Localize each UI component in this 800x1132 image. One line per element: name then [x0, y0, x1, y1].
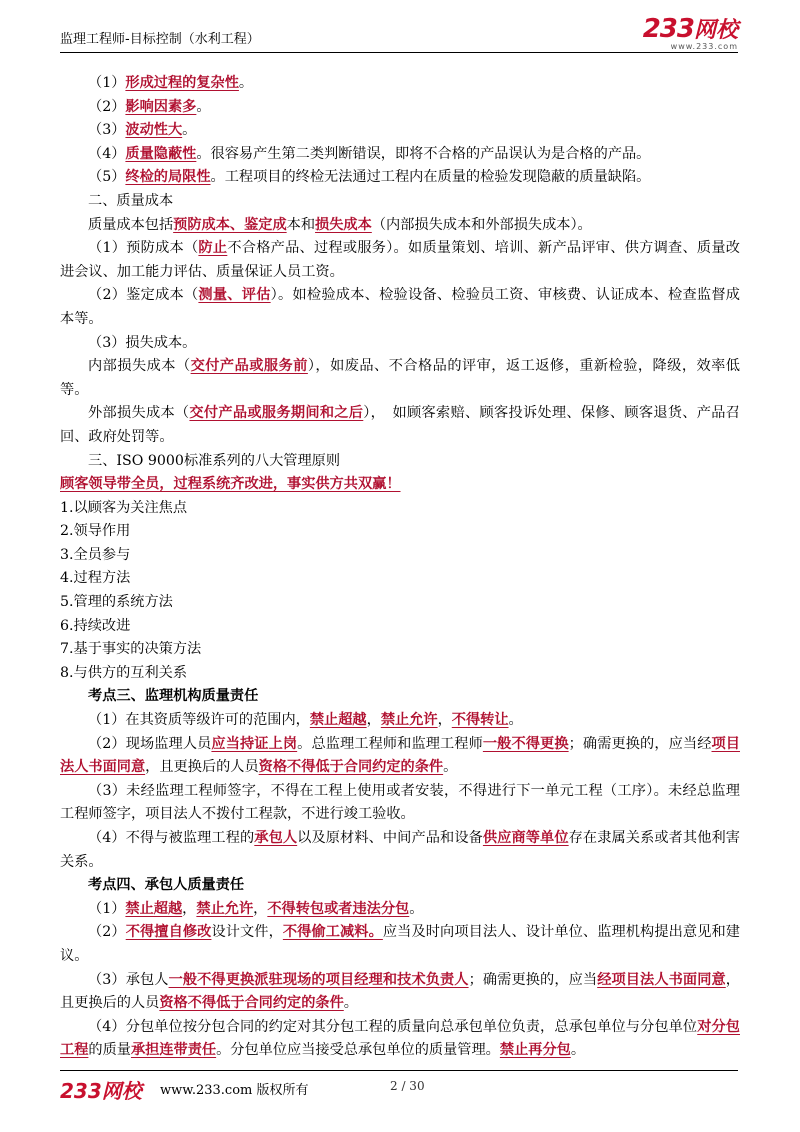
text-segment: ）， 如顾客索赔、顾客投诉处理、保修、顾客退货、产品召回、政府处罚等。 [60, 405, 740, 445]
text-segment: ， [253, 900, 268, 917]
paragraph [60, 119, 740, 143]
paragraph [60, 237, 740, 284]
text-segment: （1）在其资质等级许可的范围内， [88, 712, 310, 729]
text-segment: ，且更换后的人员 [145, 759, 259, 776]
highlighted-keyword: 禁止允许 [196, 900, 254, 917]
highlighted-keyword: 禁止超越 [309, 712, 367, 729]
text-segment: 。 [570, 1042, 586, 1059]
text-segment: ，且更换后的人员 [60, 971, 740, 1012]
paragraph [60, 733, 740, 780]
highlighted-keyword: 不得转让 [451, 712, 509, 729]
page-number: 2 / 30 [390, 1079, 425, 1093]
paragraph [60, 473, 740, 497]
text-segment: 。分包单位应当接受总承包单位的质量管理。 [216, 1042, 500, 1059]
paragraph [60, 827, 740, 874]
text-segment: 本和 [286, 216, 316, 233]
highlighted-keyword: 承包人 [254, 830, 298, 846]
text-segment: 。工程项目的终检无法通过工程内在质量的检验发现隐蔽的质量缺陷。 [210, 169, 651, 186]
text-segment: 4.过程方法 [60, 570, 131, 587]
text-segment: 考点四、承包人质量责任 [88, 877, 245, 894]
highlighted-keyword: 禁止超越 [125, 900, 183, 917]
highlighted-keyword: 一般不得更换 [482, 735, 569, 752]
text-segment: （1） [88, 900, 126, 917]
text-segment: 。 [508, 712, 523, 729]
paragraph [60, 96, 740, 120]
highlighted-keyword: 终检的局限性 [125, 169, 211, 186]
footer-copyright: www.233.com 版权所有 [160, 1083, 309, 1098]
text-segment: 。很容易产生第二类判断错误，即将不合格的产品误认为是合格的产品。 [196, 145, 651, 162]
brand-logo [643, 16, 738, 51]
text-segment: 质量成本包括 [88, 216, 174, 233]
text-segment: 二、质量成本 [88, 192, 174, 209]
highlighted-keyword: 承担连带责任 [130, 1042, 217, 1059]
text-segment: 5.管理的系统方法 [60, 594, 173, 611]
text-segment: （3） [88, 122, 126, 139]
text-segment: ， [182, 900, 197, 917]
paragraph [60, 921, 740, 968]
text-segment: （3）未经监理工程师签字，不得在工程上使用或者安装，不得进行下一单元工程（工序）。未经总监理工程师签字，项目法人不拨付工程款，不进行竣工验收。 [60, 782, 740, 823]
paragraph [60, 72, 740, 96]
logo-number: 233 [642, 14, 694, 44]
text-segment: ；确需更换的，应当 [468, 971, 598, 988]
highlighted-keyword: 质量隐蔽性 [125, 145, 197, 162]
text-segment: 内部损失成本（ [88, 358, 191, 375]
document-title: 监理工程师-目标控制（水利工程） [60, 32, 260, 47]
text-segment: （5） [88, 169, 126, 186]
text-segment: 。 [238, 75, 254, 91]
paragraph [60, 450, 740, 474]
page-footer [60, 1070, 738, 1105]
footer-logo: 233网校 [60, 1079, 142, 1103]
highlighted-keyword: 资格不得低于合同约定的条件 [258, 759, 444, 776]
highlighted-keyword: 交付产品或服务期间和之后 [189, 405, 364, 422]
highlighted-keyword: 项目法人书面同意 [60, 735, 740, 776]
text-segment: 2.领导作用 [60, 523, 131, 540]
text-segment: 1.以顾客为关注焦点 [60, 499, 188, 516]
paragraph [60, 143, 740, 167]
paragraph [60, 497, 740, 521]
paragraph [60, 638, 740, 662]
text-segment: 。 [196, 98, 211, 115]
paragraph [60, 402, 740, 449]
logo-url: www.233.com [670, 42, 738, 51]
text-segment: 三、ISO 9000标准系列的八大管理原则 [88, 452, 341, 469]
paragraph [60, 662, 740, 686]
text-segment: ）。如检验成本、检验设备、检验员工资、审核费、认证成本、检查监督成本等。 [60, 287, 740, 327]
text-segment: 存在隶属关系或者其他利害关系。 [60, 830, 740, 870]
highlighted-keyword: 资格不得低于合同约定的条件 [159, 995, 344, 1012]
text-segment: 8.与供方的互利关系 [60, 664, 188, 681]
text-segment: 考点三、监理机构质量责任 [88, 688, 259, 705]
section-heading [60, 685, 740, 709]
paragraph [60, 190, 740, 214]
text-segment: （2） [88, 98, 126, 115]
highlighted-keyword: 对分包工程 [60, 1018, 740, 1059]
text-segment: 不合格产品、过程或服务）。如质量策划、培训、新产品评审、供方调查、质量改进会议、加工能力评估、质量保证人员工资。 [60, 240, 740, 280]
paragraph [60, 1016, 740, 1063]
highlighted-keyword: 一般不得更换派驻现场的项目经理和技术负责人 [168, 971, 469, 988]
paragraph [60, 544, 740, 568]
highlighted-keyword: 损失成本 [315, 216, 372, 233]
text-segment: 设计文件， [211, 924, 283, 941]
text-segment: （4） [88, 145, 126, 162]
text-segment: （4）不得与被监理工程的 [88, 830, 255, 846]
paragraph [60, 780, 740, 827]
highlighted-keyword: 经项目法人书面同意 [597, 971, 726, 988]
highlighted-keyword: 测量、评估 [198, 287, 271, 304]
text-segment: 。 [343, 995, 358, 1012]
highlighted-keyword: 交付产品或服务前 [190, 358, 308, 375]
text-segment: （2）现场监理人员 [88, 735, 212, 752]
document-body [60, 72, 740, 1063]
text-segment: （2）鉴定成本（ [88, 287, 199, 304]
highlighted-keyword: 波动性大 [125, 122, 183, 139]
text-segment: （3）损失成本。 [88, 334, 197, 351]
highlighted-keyword: 顾客领导带全员，过程系统齐改进，事实供方共双赢！ [60, 476, 401, 493]
text-segment: （2） [88, 924, 126, 941]
text-segment: （内部损失成本和外部损失成本）。 [371, 216, 592, 233]
paragraph [60, 355, 740, 402]
paragraph [60, 567, 740, 591]
paragraph [60, 709, 740, 733]
paragraph [60, 615, 740, 639]
paragraph [60, 591, 740, 615]
text-segment: 6.持续改进 [60, 617, 131, 634]
text-segment: ；确需更换的，应当经 [568, 735, 712, 752]
highlighted-keyword: 影响因素多 [125, 98, 197, 115]
logo-text: 网校 [693, 18, 738, 43]
highlighted-keyword: 不得偷工减料。 [282, 924, 383, 941]
paragraph [60, 166, 740, 190]
text-segment: 以及原材料、中间产品和设备 [297, 830, 483, 846]
highlighted-keyword: 应当持证上岗 [211, 735, 298, 752]
text-segment: 的质量 [88, 1042, 131, 1059]
highlighted-keyword: 预防成本、鉴定成 [173, 216, 287, 233]
text-segment: ），如废品、不合格品的评审，返工返修，重新检验，降级，效率低等。 [60, 358, 740, 398]
text-segment: ， [366, 712, 381, 729]
text-segment: ， [437, 712, 452, 729]
paragraph [60, 214, 740, 238]
highlighted-keyword: 供应商等单位 [482, 830, 569, 846]
page-header [60, 14, 738, 53]
paragraph [60, 520, 740, 544]
text-segment: （4）分包单位按分包合同的约定对其分包工程的质量向总承包单位负责，总承包单位与分包单位 [88, 1018, 698, 1035]
highlighted-keyword: 不得转包或者违法分包 [267, 900, 410, 917]
highlighted-keyword: 形成过程的复杂性 [125, 75, 239, 91]
text-segment: 3.全员参与 [60, 546, 131, 563]
text-segment: 。 [443, 759, 458, 776]
text-segment: 。总监理工程师和监理工程师 [297, 735, 483, 752]
highlighted-keyword: 禁止允许 [380, 712, 438, 729]
text-segment: （1） [88, 75, 126, 91]
section-heading [60, 874, 740, 898]
highlighted-keyword: 禁止再分包 [499, 1042, 571, 1059]
text-segment: 7.基于事实的决策方法 [60, 641, 202, 658]
paragraph [60, 898, 740, 922]
paragraph [60, 284, 740, 331]
text-segment: 。 [409, 900, 424, 917]
text-segment: 应当及时向项目法人、设计单位、监理机构提出意见和建议。 [60, 924, 740, 964]
paragraph [60, 969, 740, 1016]
text-segment: 。 [182, 122, 197, 139]
text-segment: （1）预防成本（ [88, 240, 199, 257]
highlighted-keyword: 防止 [198, 240, 228, 257]
text-segment: （3）承包人 [88, 971, 169, 988]
paragraph [60, 332, 740, 356]
highlighted-keyword: 不得擅自修改 [125, 924, 212, 941]
text-segment: 外部损失成本（ [88, 405, 190, 422]
